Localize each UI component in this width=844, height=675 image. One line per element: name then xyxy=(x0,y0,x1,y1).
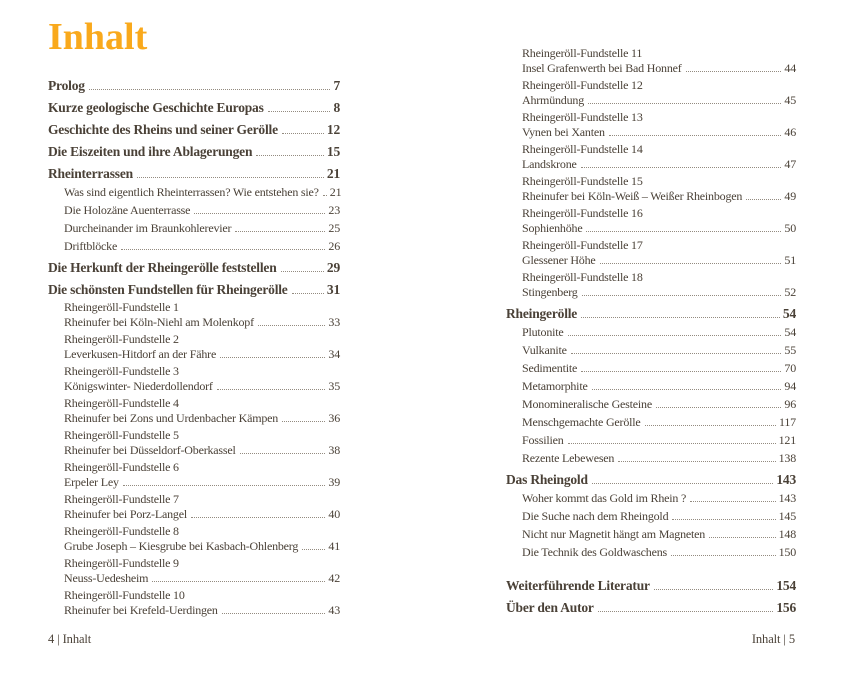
entry-page-number: 117 xyxy=(779,415,796,429)
entry-label: Das Rheingold xyxy=(506,472,588,487)
toc-entry xyxy=(48,143,340,160)
toc-entry xyxy=(522,433,796,448)
entry-page-number: 43 xyxy=(328,603,340,617)
toc-entry xyxy=(64,539,340,554)
toc-entry xyxy=(522,285,796,300)
dot-leader xyxy=(568,335,782,336)
toc-entry xyxy=(522,61,796,76)
toc-entry xyxy=(48,121,340,138)
entry-label: Prolog xyxy=(48,78,85,93)
entry-label: Rheinufer bei Krefeld-Uerdingen xyxy=(64,603,218,617)
dot-leader xyxy=(152,581,325,582)
entry-page-number: 29 xyxy=(326,260,340,275)
toc-entry xyxy=(522,491,796,506)
dot-leader xyxy=(268,111,331,112)
entry-page-number: 15 xyxy=(326,144,340,159)
entry-label: Plutonite xyxy=(522,325,564,339)
toc-entry-block xyxy=(522,206,796,236)
toc-entry xyxy=(522,221,796,236)
dot-leader xyxy=(656,407,781,408)
entry-title-line: Rheingeröll-Fundstelle 6 xyxy=(64,460,179,474)
toc-entry xyxy=(506,577,796,594)
toc-entry xyxy=(48,77,340,94)
toc-entry xyxy=(64,507,340,522)
dot-leader xyxy=(592,483,774,484)
dot-leader xyxy=(588,103,781,104)
dot-leader xyxy=(592,389,782,390)
dot-leader xyxy=(256,155,324,156)
entry-page-number: 52 xyxy=(784,285,796,299)
dot-leader xyxy=(282,133,324,134)
dot-leader xyxy=(217,389,326,390)
entry-page-number: 156 xyxy=(776,600,796,615)
dot-leader xyxy=(571,353,782,354)
entry-label: Grube Joseph – Kiesgrube bei Kasbach-Ohlenberg xyxy=(64,539,299,553)
entry-page-number: 121 xyxy=(778,433,796,447)
entry-page-number: 31 xyxy=(326,282,340,297)
toc-entry xyxy=(64,443,340,458)
dot-leader xyxy=(672,519,775,520)
entry-label: Rheinufer bei Düsseldorf-Oberkassel xyxy=(64,443,236,457)
entry-page-number: 70 xyxy=(784,361,796,375)
entry-title-line: Rheingeröll-Fundstelle 15 xyxy=(522,174,643,188)
entry-page-number: 36 xyxy=(328,411,340,425)
toc-entry xyxy=(64,185,340,200)
toc-entry-block xyxy=(522,110,796,140)
toc-entry xyxy=(522,451,796,466)
entry-label: Rheingerölle xyxy=(506,306,578,321)
entry-page-number: 143 xyxy=(776,472,796,487)
entry-title-line: Rheingeröll-Fundstelle 17 xyxy=(522,238,643,252)
toc-entry xyxy=(522,93,796,108)
dot-leader xyxy=(191,517,325,518)
toc-entry-block xyxy=(522,174,796,204)
entry-title-line: Rheingeröll-Fundstelle 8 xyxy=(64,524,179,538)
toc-entry-block xyxy=(522,142,796,172)
toc-entry xyxy=(64,315,340,330)
entry-label: Die Holozäne Auenterrasse xyxy=(64,203,191,217)
toc-entry xyxy=(64,239,340,254)
dot-leader xyxy=(609,135,782,136)
entry-page-number: 49 xyxy=(784,189,796,203)
entry-title-line: Rheingeröll-Fundstelle 4 xyxy=(64,396,179,410)
toc-entry-block xyxy=(64,524,340,554)
toc-column-right xyxy=(506,46,796,616)
entry-label: Metamorphite xyxy=(522,379,588,393)
toc-entry-block xyxy=(64,332,340,362)
dot-leader xyxy=(121,249,325,250)
dot-leader xyxy=(645,425,776,426)
entry-page-number: 35 xyxy=(328,379,340,393)
page-left xyxy=(48,18,340,618)
entry-page-number: 39 xyxy=(328,475,340,489)
toc-entry xyxy=(64,347,340,362)
entry-page-number: 21 xyxy=(329,185,342,199)
toc-entry xyxy=(506,471,796,488)
dot-leader xyxy=(600,263,782,264)
entry-page-number: 23 xyxy=(328,203,340,217)
dot-leader xyxy=(654,589,774,590)
dot-leader xyxy=(581,317,780,318)
entry-page-number: 50 xyxy=(784,221,796,235)
entry-label: Rheinufer bei Köln-Weiß – Weißer Rheinbogen xyxy=(522,189,743,203)
toc-entry-block xyxy=(522,238,796,268)
toc-entry xyxy=(48,281,340,298)
entry-page-number: 45 xyxy=(784,93,796,107)
toc-entry xyxy=(64,379,340,394)
footer-page-number-left: 4 | Inhalt xyxy=(48,632,92,646)
entry-page-number: 7 xyxy=(333,78,340,93)
entry-page-number: 41 xyxy=(328,539,340,553)
entry-label: Königswinter- Niederdollendorf xyxy=(64,379,213,393)
entry-page-number: 55 xyxy=(784,343,796,357)
toc-entry-block xyxy=(64,396,340,426)
entry-title-line: Rheingeröll-Fundstelle 5 xyxy=(64,428,179,442)
toc-entry xyxy=(64,221,340,236)
dot-leader xyxy=(281,271,324,272)
entry-title-line: Rheingeröll-Fundstelle 11 xyxy=(522,46,643,60)
toc-entry xyxy=(64,203,340,218)
dot-leader xyxy=(282,421,325,422)
dot-leader xyxy=(123,485,326,486)
toc-entry xyxy=(64,475,340,490)
toc-entry-block xyxy=(64,588,340,618)
entry-title-line: Rheingeröll-Fundstelle 3 xyxy=(64,364,179,378)
dot-leader xyxy=(746,199,781,200)
entry-label: Menschgemachte Gerölle xyxy=(522,415,641,429)
toc-entry xyxy=(64,411,340,426)
entry-title-line: Rheingeröll-Fundstelle 16 xyxy=(522,206,643,220)
entry-page-number: 96 xyxy=(784,397,796,411)
toc-entry-block xyxy=(64,300,340,330)
toc-entry xyxy=(522,397,796,412)
dot-leader xyxy=(258,325,326,326)
entry-label: Sedimentite xyxy=(522,361,578,375)
entry-label: Rheinufer bei Porz-Langel xyxy=(64,507,187,521)
toc-entry-block xyxy=(64,492,340,522)
dot-leader xyxy=(598,611,774,612)
dot-leader xyxy=(323,195,327,196)
dot-leader xyxy=(582,295,782,296)
toc-entry-block xyxy=(522,78,796,108)
entry-page-number: 25 xyxy=(328,221,340,235)
entry-label: Über den Autor xyxy=(506,600,594,615)
toc-entry xyxy=(522,343,796,358)
entry-label: Insel Grafenwerth bei Bad Honnef xyxy=(522,61,682,75)
entry-label: Rheinterrassen xyxy=(48,166,133,181)
entry-label: Glessener Höhe xyxy=(522,253,596,267)
entry-page-number: 145 xyxy=(778,509,796,523)
entry-label: Kurze geologische Geschichte Europas xyxy=(48,100,264,115)
dot-leader xyxy=(220,357,325,358)
entry-page-number: 40 xyxy=(328,507,340,521)
toc-entry xyxy=(522,325,796,340)
dot-leader xyxy=(581,167,782,168)
entry-title-line: Rheingeröll-Fundstelle 10 xyxy=(64,588,185,602)
toc-entry xyxy=(48,165,340,182)
page-right xyxy=(506,46,796,616)
entry-title-line: Rheingeröll-Fundstelle 2 xyxy=(64,332,179,346)
entry-page-number: 47 xyxy=(784,157,796,171)
entry-label: Rheinufer bei Köln-Niehl am Molenkopf xyxy=(64,315,254,329)
dot-leader xyxy=(671,555,776,556)
dot-leader xyxy=(89,89,331,90)
entry-page-number: 8 xyxy=(333,100,340,115)
dot-leader xyxy=(690,501,775,502)
entry-title-line: Rheingeröll-Fundstelle 9 xyxy=(64,556,179,570)
toc-entry-block xyxy=(64,460,340,490)
entry-page-number: 54 xyxy=(784,325,796,339)
entry-page-number: 42 xyxy=(328,571,340,585)
entry-label: Was sind eigentlich Rheinterrassen? Wie entstehen sie? xyxy=(64,185,319,199)
toc-entry-block xyxy=(64,428,340,458)
entry-label: Ahrmündung xyxy=(522,93,584,107)
entry-label: Fossilien xyxy=(522,433,564,447)
entry-label: Geschichte des Rheins und seiner Gerölle xyxy=(48,122,278,137)
dot-leader xyxy=(586,231,781,232)
entry-label: Stingenberg xyxy=(522,285,578,299)
entry-label: Landskrone xyxy=(522,157,577,171)
entry-page-number: 51 xyxy=(784,253,796,267)
entry-label: Monomineralische Gesteine xyxy=(522,397,652,411)
entry-label: Erpeler Ley xyxy=(64,475,119,489)
dot-leader xyxy=(240,453,326,454)
entry-page-number: 46 xyxy=(784,125,796,139)
entry-page-number: 54 xyxy=(782,306,796,321)
toc-entry xyxy=(64,603,340,618)
dot-leader xyxy=(222,613,326,614)
entry-title-line: Rheingeröll-Fundstelle 18 xyxy=(522,270,643,284)
entry-page-number: 26 xyxy=(328,239,340,253)
entry-page-number: 21 xyxy=(326,166,340,181)
toc-entry xyxy=(522,125,796,140)
dot-leader xyxy=(302,549,325,550)
toc-entry xyxy=(522,157,796,172)
footer-page-number-right: Inhalt | 5 xyxy=(751,632,795,646)
toc-entry-block xyxy=(522,46,796,76)
entry-label: Vulkanite xyxy=(522,343,567,357)
entry-label: Rheinufer bei Zons und Urdenbacher Kämpen xyxy=(64,411,279,425)
entry-label: Leverkusen-Hitdorf an der Fähre xyxy=(64,347,217,361)
toc-entry xyxy=(48,99,340,116)
entry-page-number: 154 xyxy=(776,578,796,593)
entry-label: Die Herkunft der Rheingerölle feststellen xyxy=(48,260,277,275)
dot-leader xyxy=(581,371,781,372)
entry-page-number: 38 xyxy=(328,443,340,457)
toc-entry xyxy=(522,189,796,204)
entry-label: Weiterführende Literatur xyxy=(506,578,650,593)
dot-leader xyxy=(194,213,325,214)
entry-page-number: 12 xyxy=(326,122,340,137)
toc-column-left xyxy=(48,77,340,618)
toc-entry xyxy=(522,545,796,560)
entry-title-line: Rheingeröll-Fundstelle 13 xyxy=(522,110,643,124)
entry-page-number: 143 xyxy=(778,491,796,505)
entry-label: Vynen bei Xanten xyxy=(522,125,605,139)
entry-page-number: 148 xyxy=(778,527,796,541)
entry-label: Woher kommt das Gold im Rhein ? xyxy=(522,491,687,505)
dot-leader xyxy=(709,537,776,538)
toc-entry-block xyxy=(64,364,340,394)
entry-label: Die schönsten Fundstellen für Rheingerölle xyxy=(48,282,288,297)
dot-leader xyxy=(137,177,324,178)
toc-entry xyxy=(522,361,796,376)
toc-entry xyxy=(522,527,796,542)
dot-leader xyxy=(235,231,325,232)
toc-entry xyxy=(506,305,796,322)
page-title: Inhalt xyxy=(48,16,148,58)
entry-label: Nicht nur Magnetit hängt am Magneten xyxy=(522,527,706,541)
entry-page-number: 138 xyxy=(778,451,796,465)
entry-page-number: 34 xyxy=(328,347,340,361)
entry-page-number: 44 xyxy=(784,61,796,75)
entry-label: Driftblöcke xyxy=(64,239,118,253)
dot-leader xyxy=(292,293,324,294)
entry-label: Rezente Lebewesen xyxy=(522,451,615,465)
toc-entry xyxy=(48,259,340,276)
entry-label: Die Technik des Goldwaschens xyxy=(522,545,667,559)
entry-title-line: Rheingeröll-Fundstelle 1 xyxy=(64,300,179,314)
entry-label: Die Suche nach dem Rheingold xyxy=(522,509,669,523)
toc-entry xyxy=(506,599,796,616)
toc-entry xyxy=(64,571,340,586)
entry-title-line: Rheingeröll-Fundstelle 14 xyxy=(522,142,643,156)
toc-entry-block xyxy=(522,270,796,300)
entry-label: Durcheinander im Braunkohlerevier xyxy=(64,221,232,235)
toc-entry xyxy=(522,509,796,524)
entry-title-line: Rheingeröll-Fundstelle 7 xyxy=(64,492,179,506)
entry-page-number: 33 xyxy=(328,315,340,329)
entry-label: Sophienhöhe xyxy=(522,221,583,235)
toc-entry-block xyxy=(64,556,340,586)
entry-page-number: 94 xyxy=(784,379,796,393)
entry-label: Neuss-Uedesheim xyxy=(64,571,149,585)
entry-label: Die Eiszeiten und ihre Ablagerungen xyxy=(48,144,253,159)
toc-entry xyxy=(522,415,796,430)
entry-page-number: 150 xyxy=(778,545,796,559)
toc-entry xyxy=(522,379,796,394)
dot-leader xyxy=(618,461,775,462)
toc-entry xyxy=(522,253,796,268)
entry-title-line: Rheingeröll-Fundstelle 12 xyxy=(522,78,643,92)
dot-leader xyxy=(568,443,776,444)
dot-leader xyxy=(686,71,782,72)
